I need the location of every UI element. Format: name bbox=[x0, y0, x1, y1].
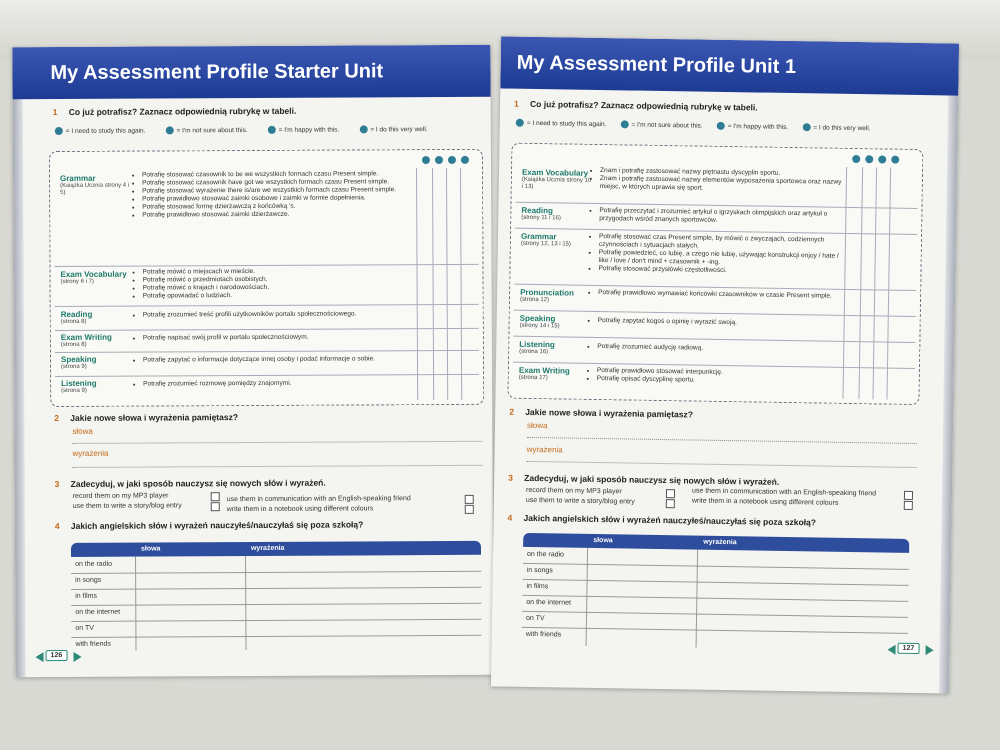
legend-item bbox=[717, 122, 789, 131]
grid-line bbox=[842, 167, 847, 399]
legend-item bbox=[165, 126, 247, 134]
page-title: My Assessment Profile Starter Unit bbox=[12, 45, 490, 100]
legend-label: = I need to study this again. bbox=[526, 119, 607, 128]
category-grammar: Grammar (strony 12, 13 i 15) bbox=[520, 231, 571, 248]
option-label: record them on my MP3 player bbox=[72, 492, 169, 500]
legend-label: = I'm happy with this. bbox=[727, 122, 789, 131]
question-4: 4 Jakich angielskich słów i wyrażeń nauczyłeś/nauczyłaś się poza szkołą? bbox=[507, 512, 817, 528]
column-header: słowa bbox=[140, 545, 161, 553]
rating-2-icon bbox=[620, 120, 628, 128]
table-row[interactable]: on the radio bbox=[71, 555, 481, 574]
grid-line bbox=[886, 168, 891, 400]
skills-list: • Potrafię mówić o miejscach w mieście. • Potrafię mówić o przedmiotach osobistych. • Potrafię mówić o krajach i narodowościach. • Potrafię opowiadać o ludziach. bbox=[135, 267, 413, 300]
legend-item bbox=[359, 125, 427, 133]
rating-legend bbox=[516, 119, 871, 133]
skills-list: • Potrafię prawidłowo stosować interpunkcję. • Potrafię opisać dyscyplinę sportu. bbox=[589, 367, 845, 387]
row-divider bbox=[55, 374, 479, 377]
option-checkbox[interactable] bbox=[904, 501, 913, 510]
legend-label: = I do this very well. bbox=[813, 123, 871, 132]
option-checkbox[interactable] bbox=[465, 495, 474, 504]
right-page bbox=[491, 36, 959, 693]
rating-legend bbox=[55, 125, 428, 135]
option-label: use them to write a story/blog entry bbox=[525, 496, 635, 506]
rating-4-icon bbox=[359, 125, 367, 133]
left-page bbox=[12, 45, 493, 677]
skills-list: • Potrafię zrozumieć audycję radiową. bbox=[589, 343, 845, 355]
table-row[interactable]: in films bbox=[522, 579, 908, 602]
column-header: wyrażenia bbox=[703, 538, 737, 547]
table-row[interactable]: with friends bbox=[525, 630, 562, 639]
page-number: 127 bbox=[897, 643, 919, 654]
skills-list: • Potrafię zapytać o informacje dotyczące innej osoby i podać informacje o sobie. bbox=[135, 355, 413, 364]
option-label: use them in communication with an English-speaking friend bbox=[691, 487, 877, 498]
grid-line bbox=[432, 168, 434, 400]
legend-item bbox=[55, 127, 146, 135]
table-row[interactable]: on the radio bbox=[523, 547, 909, 570]
rating-column-icons bbox=[422, 156, 469, 164]
row-divider bbox=[55, 350, 479, 353]
page-edge bbox=[12, 47, 25, 677]
table-row[interactable]: with friends bbox=[75, 640, 111, 648]
table-row[interactable]: on TV bbox=[71, 619, 481, 638]
table-row[interactable]: in songs bbox=[523, 563, 909, 586]
phrases-label: wyrażenia bbox=[526, 444, 563, 455]
option-checkbox[interactable] bbox=[666, 499, 675, 508]
rating-4-icon bbox=[461, 156, 469, 164]
legend-item bbox=[268, 126, 340, 134]
option-label: use them to write a story/blog entry bbox=[72, 502, 182, 510]
category-pronunciation: Pronunciation (strona 12) bbox=[519, 287, 574, 304]
rating-4-icon bbox=[891, 156, 899, 164]
question-4: 4 Jakich angielskich słów i wyrażeń nauczyłeś/nauczyłaś się poza szkołą? bbox=[54, 519, 364, 532]
arrow-right-icon bbox=[925, 645, 933, 655]
category-exam-writing: Exam Writing (strona 17) bbox=[518, 365, 570, 382]
row-divider bbox=[55, 304, 479, 307]
rating-2-icon bbox=[865, 155, 873, 163]
skills-list: • Potrafię prawidłowo wymawiać końcówki czasowników w czasie Present simple. bbox=[590, 289, 846, 301]
skills-list: • Potrafię stosować czas Present simple, by mówić o zwyczajach, codziennych czynnościach i sytuacjach stałych. • Potrafię powiedzieć, co lubię, a czego nie lubię, używając konstrukcji enjoy / hate / like / love / don't mind + czasownik + -ing. • Potrafię stosować przysłówki częstotliwości. bbox=[590, 233, 847, 277]
table-row[interactable]: on the internet bbox=[522, 595, 908, 618]
grid-line bbox=[446, 168, 448, 400]
rating-3-icon bbox=[878, 155, 886, 163]
skills-list: • Potrafię zrozumieć treść profili użytkowników portalu społecznościowego. bbox=[135, 310, 413, 319]
row-divider bbox=[55, 264, 479, 267]
arrow-left-icon bbox=[36, 652, 44, 662]
rating-2-icon bbox=[435, 156, 443, 164]
rating-2-icon bbox=[165, 126, 173, 134]
category-reading: Reading (strona 8) bbox=[60, 309, 93, 326]
page-number: 126 bbox=[46, 650, 68, 661]
category-listening: Listening (strona 9) bbox=[61, 378, 97, 395]
out-of-school-table bbox=[71, 541, 482, 651]
legend-item bbox=[802, 123, 870, 132]
category-exam-vocabulary: Exam Vocabulary (Książka Ucznia strony 10 i 13) bbox=[521, 167, 592, 190]
skills-list: • Potrafię stosować czasownik to be we wszystkich formach czasu Present simple. • Potrafię stosować czasownik have got we wszystkich formach czasu Present simple. • Potrafię stosować wyrażenie there is/are we wszystkich formach czasu Present simple. • Potrafię prawidłowo stosować zaimki osobowe i zaimki w formie dopełnienia. • Potrafię stosować formę dzierżawczą z końcówką 's. • Potrafię prawidłowo stosować zaimki dzierżawcze. bbox=[134, 170, 412, 219]
column-header: wyrażenia bbox=[250, 544, 285, 553]
rating-1-icon bbox=[422, 156, 430, 164]
answer-line[interactable] bbox=[73, 465, 483, 468]
option-checkbox[interactable] bbox=[211, 492, 220, 501]
self-assessment-table bbox=[49, 149, 484, 407]
table-row[interactable]: in films bbox=[71, 587, 481, 606]
out-of-school-table bbox=[522, 533, 910, 651]
words-label: słowa bbox=[526, 420, 548, 431]
category-grammar: Grammar (Książka Ucznia strony 4 i 5) bbox=[60, 173, 130, 197]
arrow-right-icon bbox=[74, 652, 82, 662]
option-label: write them in a notebook using different colours bbox=[226, 505, 374, 514]
legend-label: = I need to study this again. bbox=[65, 127, 146, 135]
question-3: 3 Zadecyduj, w jaki sposób nauczysz się nowych słów i wyrażeń. bbox=[54, 477, 326, 490]
legend-label: = I'm not sure about this. bbox=[176, 126, 248, 134]
category-speaking: Speaking (strony 14 i 15) bbox=[519, 313, 560, 330]
grid-line bbox=[858, 167, 863, 399]
skills-list: • Potrafię napisać swój profil w portalu społecznościowym. bbox=[135, 333, 413, 342]
rating-4-icon bbox=[802, 123, 810, 131]
grid-line bbox=[460, 168, 462, 400]
rating-1-icon bbox=[852, 155, 860, 163]
legend-item bbox=[516, 119, 607, 128]
option-label: use them in communication with an English-speaking friend bbox=[226, 495, 411, 504]
table-row[interactable]: on the internet bbox=[71, 603, 481, 622]
phrases-label: wyrażenia bbox=[72, 448, 109, 458]
question-1 bbox=[53, 106, 297, 117]
rating-1-icon bbox=[516, 119, 524, 127]
option-checkbox[interactable] bbox=[666, 489, 675, 498]
legend-item bbox=[620, 120, 702, 129]
category-speaking: Speaking (strona 9) bbox=[60, 354, 97, 371]
option-checkbox[interactable] bbox=[211, 502, 220, 511]
table-row[interactable]: on TV bbox=[522, 611, 908, 634]
self-assessment-table bbox=[507, 143, 923, 405]
question-number: 1 bbox=[52, 107, 58, 118]
option-checkbox[interactable] bbox=[904, 491, 913, 500]
answer-line[interactable] bbox=[526, 461, 916, 468]
question-text: Co już potrafisz? Zaznacz odpowiednią rubrykę w tabeli. bbox=[68, 105, 297, 117]
category-reading: Reading (strony 11 i 16) bbox=[521, 205, 561, 222]
arrow-left-icon bbox=[887, 645, 895, 655]
grid-line bbox=[416, 168, 418, 400]
question-2: 2 Jakie nowe słowa i wyrażenia pamiętasz? bbox=[509, 406, 694, 420]
rating-3-icon bbox=[717, 122, 725, 130]
option-checkbox[interactable] bbox=[465, 505, 474, 514]
rating-1-icon bbox=[55, 127, 63, 135]
skills-list: • Potrafię zrozumieć rozmowę pomiędzy znajomymi. bbox=[135, 379, 413, 388]
category-exam-vocabulary: Exam Vocabulary (strony 6 i 7) bbox=[60, 269, 127, 286]
rating-3-icon bbox=[268, 126, 276, 134]
option-label: write them in a notebook using different colours bbox=[691, 497, 839, 507]
skills-list: • Potrafię zapytać kogoś o opinię i wyrazić swoją. bbox=[590, 317, 846, 329]
rating-column-icons bbox=[852, 155, 899, 164]
page-title: My Assessment Profile Unit 1 bbox=[500, 36, 959, 95]
option-label: record them on my MP3 player bbox=[525, 486, 622, 496]
question-2: 2 Jakie nowe słowa i wyrażenia pamiętasz? bbox=[54, 412, 239, 424]
row-divider bbox=[55, 328, 479, 331]
answer-line[interactable] bbox=[72, 441, 482, 444]
legend-label: = I'm happy with this. bbox=[278, 126, 340, 134]
grid-line bbox=[872, 167, 877, 399]
question-1: 1 Co już potrafisz? Zaznacz odpowiednią rubrykę w tabeli. bbox=[514, 98, 758, 113]
column-header: słowa bbox=[593, 536, 613, 545]
table-row[interactable]: in songs bbox=[71, 571, 481, 590]
question-3: 3 Zadecyduj, w jaki sposób nauczysz się nowych słów i wyrażeń. bbox=[508, 472, 780, 487]
category-exam-writing: Exam Writing (strona 8) bbox=[60, 332, 112, 349]
rating-3-icon bbox=[448, 156, 456, 164]
skills-list: • Znam i potrafię zastosować nazwy piętnastu dyscyplin sportu. • Znam i potrafię zastosować nazwy elementów wyposażenia sportowca oraz nazwy miejsc, w których uprawia się sport. bbox=[592, 167, 848, 195]
page-edge bbox=[939, 43, 959, 693]
words-label: słowa bbox=[72, 426, 93, 436]
answer-line[interactable] bbox=[527, 437, 917, 444]
skills-list: • Potrafię przeczytać i zrozumieć artykuł o igrzyskach olimpijskich oraz artykuł o przygodach wśród znanych sportowców. bbox=[591, 207, 847, 227]
legend-label: = I do this very well. bbox=[370, 125, 428, 133]
category-listening: Listening (strona 16) bbox=[519, 339, 555, 356]
legend-label: = I'm not sure about this. bbox=[631, 121, 703, 130]
